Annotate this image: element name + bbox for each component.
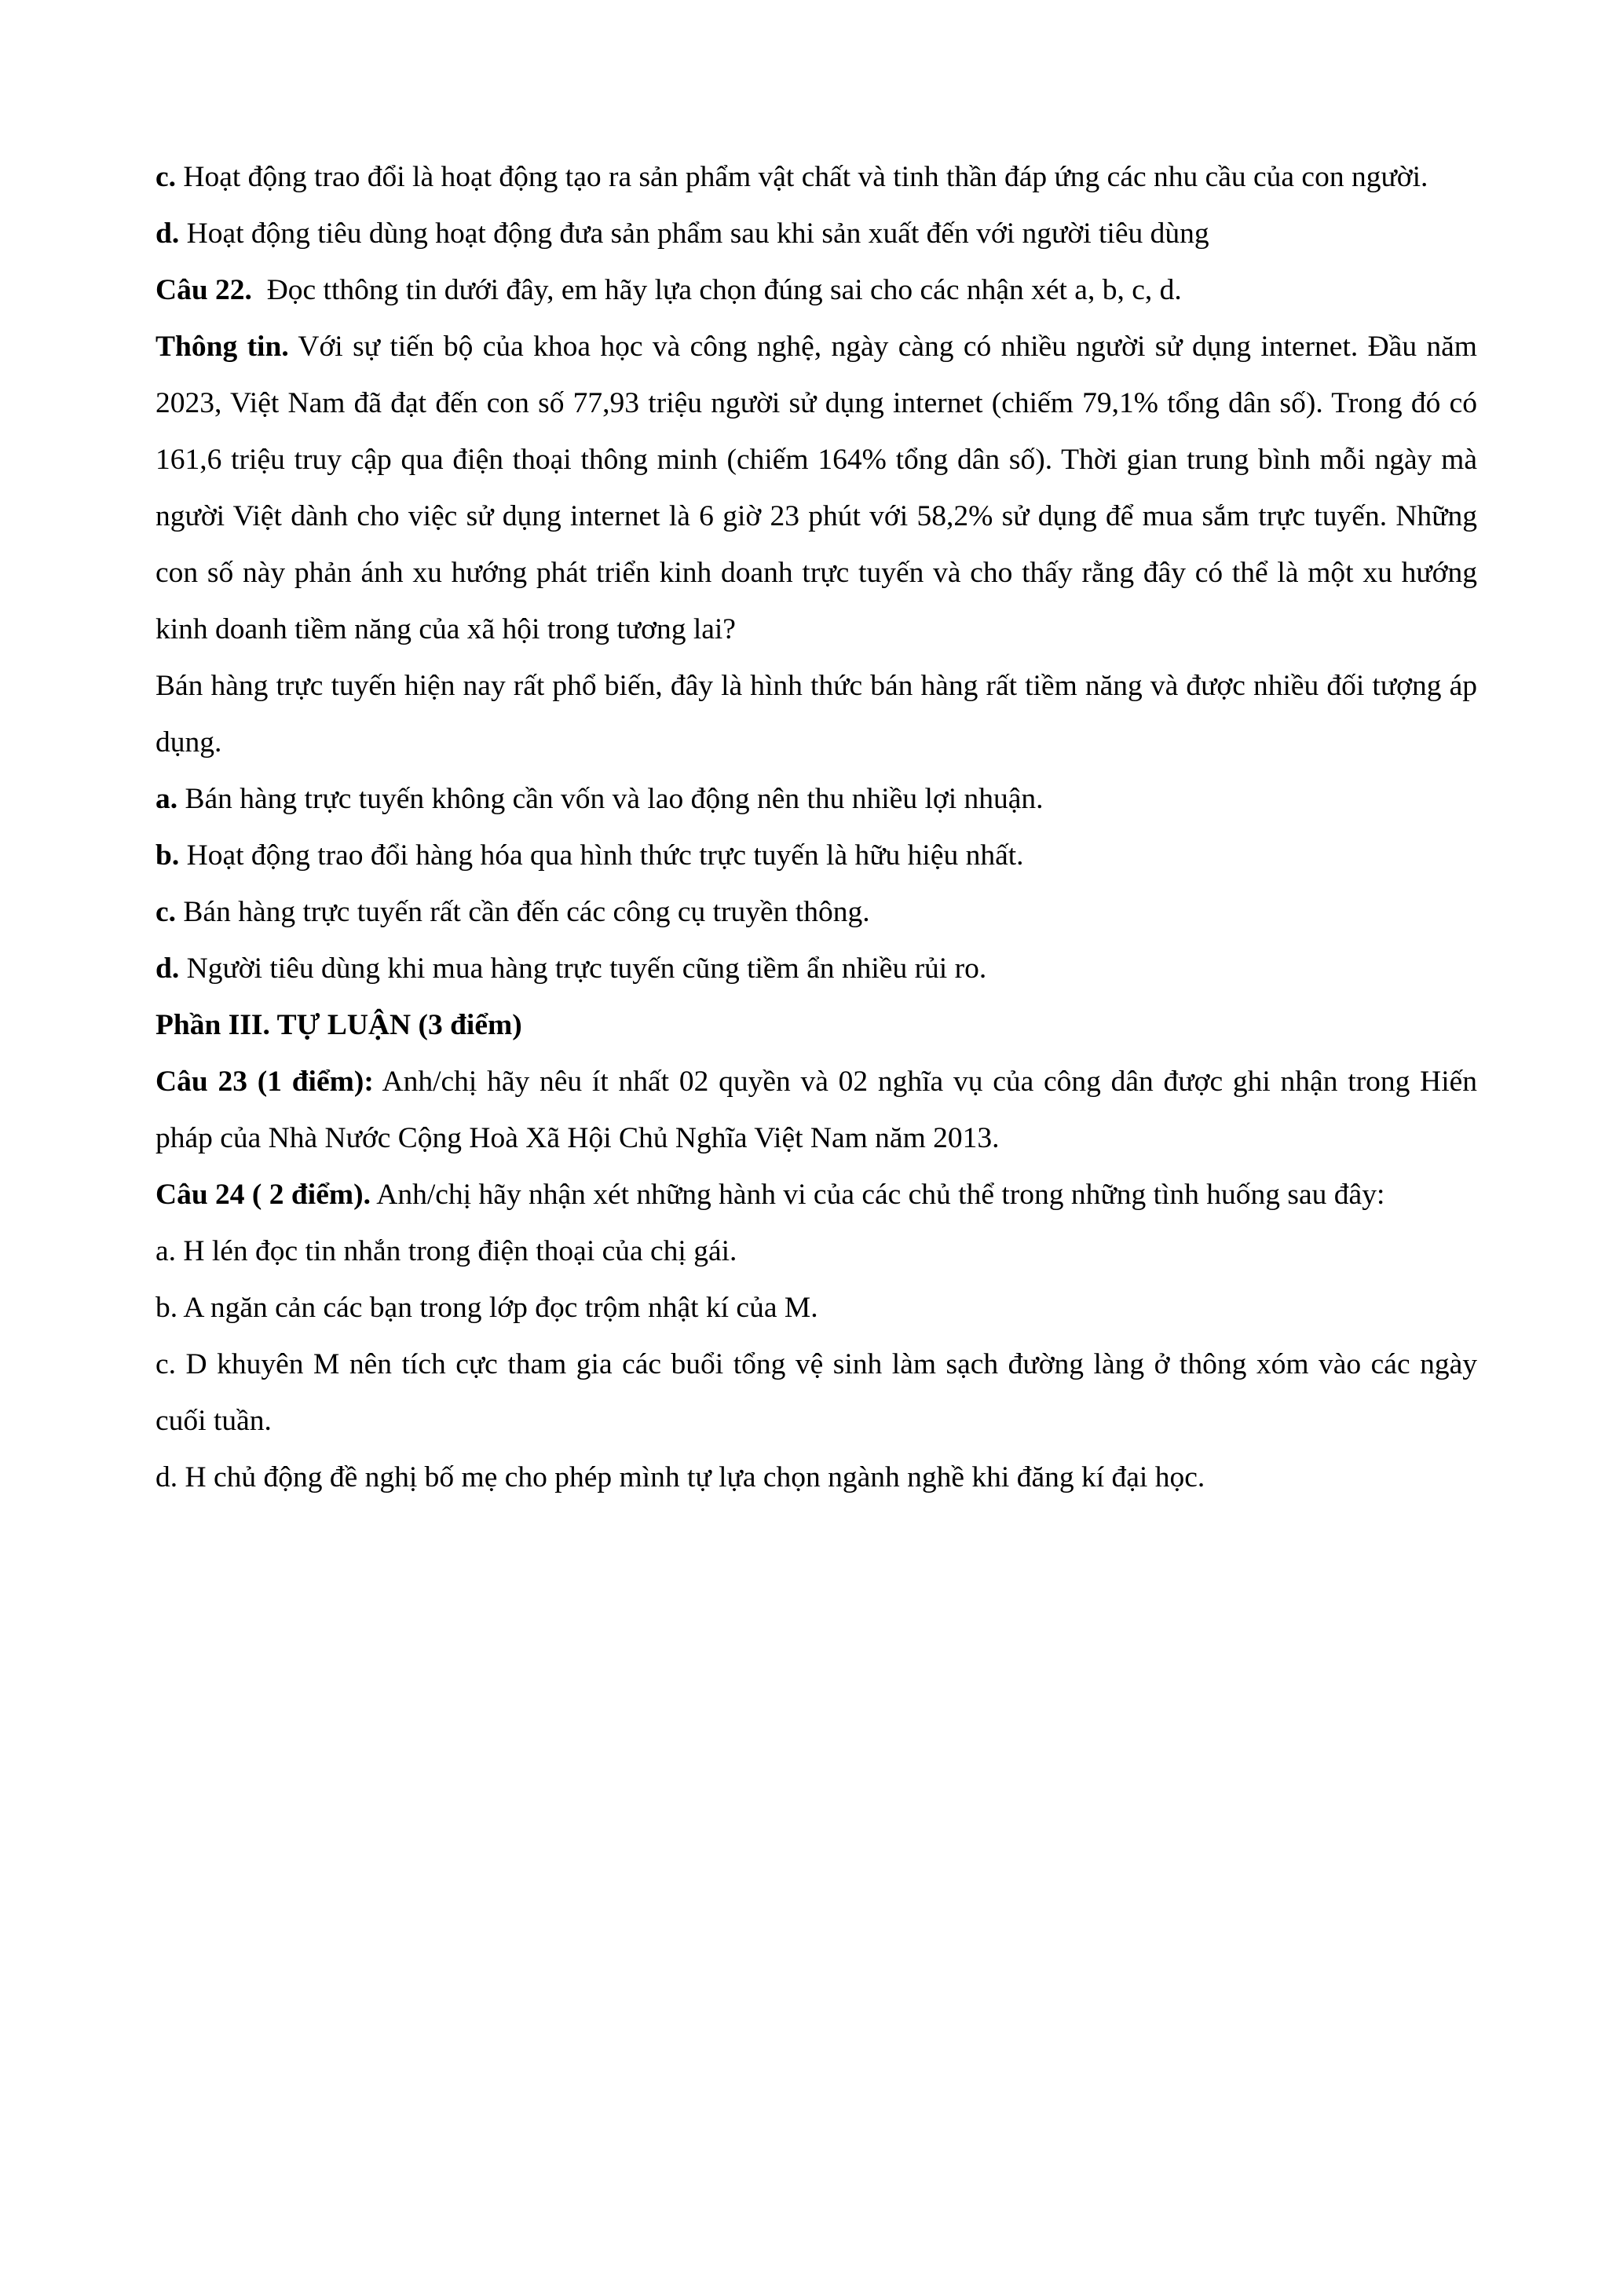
item-text: Bán hàng trực tuyến rất cần đến các công cụ truyền thông.: [176, 896, 870, 928]
item-text: b. A ngăn cản các bạn trong lớp đọc trộm nhật kí của M.: [155, 1292, 818, 1324]
question-22-item-c: [155, 884, 1477, 941]
question-text: Anh/chị hãy nhận xét những hành vi của các chủ thể trong những tình huống sau đây:: [370, 1179, 1385, 1211]
question-prompt: Đọc tthông tin dưới đây, em hãy lựa chọn đúng sai cho các nhận xét a, b, c, d.: [251, 274, 1182, 306]
item-text: c. D khuyên M nên tích cực tham gia các buổi tổng vệ sinh làm sạch đường làng ở thông xóm vào các ngày cuối tuần.: [155, 1348, 1477, 1437]
item-text: Người tiêu dùng khi mua hàng trực tuyến cũng tiềm ẩn nhiều rủi ro.: [179, 952, 987, 985]
item-label: c.: [155, 896, 177, 928]
question-23: [155, 1054, 1477, 1167]
info-text-2: Bán hàng trực tuyến hiện nay rất phổ biến, đây là hình thức bán hàng rất tiềm năng và được nhiều đối tượng áp dụng.: [155, 670, 1477, 759]
question-24-item-d: [155, 1450, 1477, 1506]
item-label: b.: [155, 839, 180, 872]
question-24: [155, 1167, 1477, 1223]
question-22-item-d: [155, 941, 1477, 997]
item-text: d. H chủ động đề nghị bố mẹ cho phép mình tự lựa chọn ngành nghề khi đăng kí đại học.: [155, 1461, 1205, 1493]
question-label: Câu 24 ( 2 điểm).: [155, 1179, 371, 1211]
question-22-info: [155, 319, 1477, 658]
question-22-item-a: [155, 771, 1477, 828]
prev-item-c: [155, 149, 1477, 206]
item-label: a.: [155, 783, 178, 815]
question-24-item-a: [155, 1223, 1477, 1280]
item-text: Bán hàng trực tuyến không cần vốn và lao động nên thu nhiều lợi nhuận.: [177, 783, 1044, 815]
info-text: Với sự tiến bộ của khoa học và công nghệ, ngày càng có nhiều người sử dụng internet. Đầu năm 2023, Việt Nam đã đạt đến con số 77,93 triệu người sử dụng internet (chiếm 79,1% tổng dân số). Trong đó có 161,6 triệu truy cập qua điện thoại thông minh (chiếm 164% tổng dân số). Thời gian trung bình mỗi ngày mà người Việt dành cho việc sử dụng internet là 6 giờ 23 phút với 58,2% sử dụng để mua sắm trực tuyến. Những con số này phản ánh xu hướng phát triển kinh doanh trực tuyến và cho thấy rằng đây có thể là một xu hướng kinh doanh tiềm năng của xã hội trong tương lai?: [155, 331, 1477, 645]
question-22-item-b: [155, 828, 1477, 884]
item-label: d.: [155, 952, 180, 985]
part-3-heading: [155, 997, 1477, 1054]
item-text: a. H lén đọc tin nhắn trong điện thoại của chị gái.: [155, 1235, 737, 1267]
question-text: Anh/chị hãy nêu ít nhất 02 quyền và 02 nghĩa vụ của công dân được ghi nhận trong Hiến pháp của Nhà Nước Cộng Hoà Xã Hội Chủ Nghĩa Việt Nam năm 2013.: [155, 1066, 1478, 1154]
section-heading: Phần III. TỰ LUẬN (3 điểm): [155, 1009, 522, 1041]
info-label: Thông tin.: [155, 331, 289, 363]
document-page: [155, 149, 1477, 1506]
item-text: Hoạt động tiêu dùng hoạt động đưa sản phẩm sau khi sản xuất đến với người tiêu dùng: [179, 218, 1209, 250]
question-24-item-b: [155, 1280, 1477, 1336]
item-text: Hoạt động trao đổi hàng hóa qua hình thức trực tuyến là hữu hiệu nhất.: [179, 839, 1024, 872]
question-label: Câu 22.: [155, 274, 252, 306]
question-22: [155, 262, 1477, 319]
question-24-item-c: [155, 1336, 1477, 1450]
item-label: d.: [155, 218, 180, 250]
prev-item-d: [155, 206, 1477, 262]
item-text: Hoạt động trao đổi là hoạt động tạo ra sản phẩm vật chất và tinh thần đáp ứng các nhu cầu của con người.: [176, 161, 1428, 193]
question-label: Câu 23 (1 điểm):: [155, 1066, 374, 1098]
question-22-info-2: [155, 658, 1477, 771]
item-label: c.: [155, 161, 177, 193]
